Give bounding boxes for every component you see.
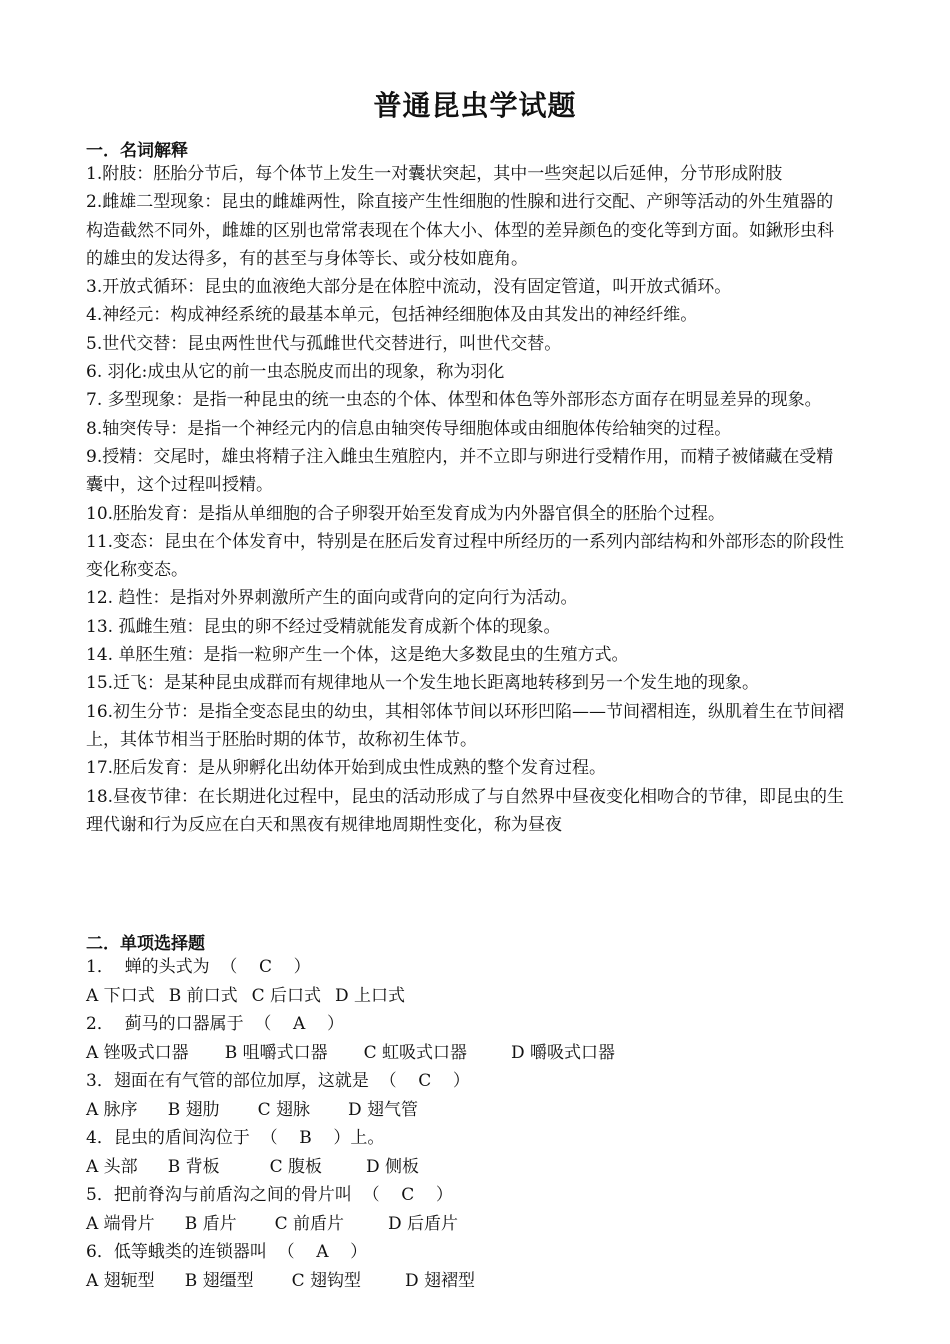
option: D 翅气管 [348,1099,419,1120]
question-text: 6．低等蛾类的连锁器叫 （ [86,1242,317,1262]
definition-item: 18.昼夜节律：在长期进化过程中，昆虫的活动形成了与自然界中昼夜变化相吻合的节律，即昆虫的生理代谢和行为反应在白天和黑夜有规律地周期性变化，称为昼夜 [86,786,845,835]
question-line [86,1181,846,1210]
question-tail: ） [414,1185,453,1205]
definition-item: 10.胚胎发育：是指从单细胞的合子卵裂开始至发育成为内外器官俱全的胚胎个过程。 [86,503,726,524]
question-answer: C [259,957,273,977]
definition-item: 1.附肢：胚胎分节后，每个体节上发生一对囊状突起，其中一些突起以后延伸，分节形成附肢 [86,164,783,184]
option: A 头部 [86,1156,138,1177]
option: C 前盾片 [274,1213,345,1234]
question-line [86,1010,846,1039]
question-text: 5．把前脊沟与前盾沟之间的骨片叫 （ [86,1185,402,1205]
option: D 翅褶型 [405,1270,476,1291]
option: B 翅肋 [167,1099,220,1120]
options-line [86,982,846,1011]
question-text: 4．昆虫的盾间沟位于 （ [86,1128,300,1148]
question-tail: ） [431,1071,470,1091]
option: C 翅钩型 [291,1270,362,1291]
option: C 翅脉 [257,1099,311,1120]
option: A 端骨片 [86,1213,155,1234]
multiple-choice-list [86,953,846,1295]
option: B 背板 [167,1156,220,1177]
options-line [86,1039,846,1068]
option: A 下口式 [86,985,155,1006]
option: A 翅轭型 [86,1270,155,1291]
option: B 咀嚼式口器 [224,1042,328,1063]
definition-item: 11.变态：昆虫在个体发育中，特别是在胚后发育过程中所经历的一系列内部结构和外部形态的阶段性变化称变态。 [86,531,845,581]
question-text: 3．翅面在有气管的部位加厚，这就是 （ [86,1071,419,1091]
question-answer: A [293,1014,306,1034]
option: A 锉吸式口器 [86,1042,189,1063]
definition-item: 15.迁飞：是某种昆虫成群而有规律地从一个发生地长距离地转移到另一个发生地的现象。 [86,673,760,694]
options-line [86,1096,846,1125]
option: C 后口式 [251,985,322,1006]
option: B 前口式 [168,985,238,1006]
definition-item: 7. 多型现象：是指一种昆虫的统一虫态的个体、体型和体色等外部形态方面存在明显差异的现象。 [86,390,822,411]
option: C 腹板 [269,1156,323,1177]
definition-item: 14. 单胚生殖：是指一粒卵产生一个体，这是绝大多数昆虫的生殖方式。 [86,645,629,666]
option: D 后盾片 [388,1213,459,1234]
question-tail: ） [328,1242,368,1262]
option: D 侧板 [366,1156,420,1177]
option: D 上口式 [335,985,406,1006]
definition-item: 5.世代交替：昆虫两性世代与孤雌世代交替进行，叫世代交替。 [86,333,562,354]
definition-item: 8.轴突传导：是指一个神经元内的信息由轴突传导细胞体或由细胞体传给轴突的过程。 [86,418,732,439]
option: A 脉序 [86,1099,138,1120]
options-line [86,1267,846,1296]
option: C 虹吸式口器 [363,1042,468,1063]
definition-item: 13. 孤雌生殖：昆虫的卵不经过受精就能发育成新个体的现象。 [86,616,561,637]
definition-item: 17.胚后发育：是从卵孵化出幼体开始到成虫性成熟的整个发育过程。 [86,758,607,779]
option: B 翅缰型 [184,1270,254,1291]
question-tail: ）上。 [311,1128,385,1148]
question-line [86,1067,846,1096]
definitions-list [86,160,846,839]
options-line [86,1210,846,1239]
question-tail: ） [272,957,311,977]
option: D 嚼吸式口器 [511,1042,616,1063]
definition-item: 12. 趋性：是指对外界刺激所产生的面向或背向的定向行为活动。 [86,588,578,609]
option: B 盾片 [184,1213,237,1234]
definition-item: 9.授精：交尾时，雄虫将精子注入雌虫生殖腔内，并不立即与卵进行受精作用，而精子被储藏在受精囊中，这个过程叫授精。 [86,446,834,496]
page-title: 普通昆虫学试题 [373,89,577,122]
question-line [86,1238,846,1267]
question-answer: C [418,1071,432,1091]
options-line [86,1153,846,1182]
question-tail: ） [305,1014,344,1034]
definition-item: 6. 羽化:成虫从它的前一虫态脱皮而出的现象，称为羽化 [86,362,505,383]
question-answer: A [316,1242,329,1262]
section-heading-multiple-choice: 二．单项选择题 [86,934,205,954]
question-text: 1． 蝉的头式为 （ [86,957,260,977]
definition-item: 3.开放式循环：昆虫的血液绝大部分是在体腔中流动，没有固定管道，叫开放式循环。 [86,277,732,298]
question-answer: B [299,1128,312,1148]
question-line [86,953,846,982]
definition-item: 4.神经元：构成神经系统的最基本单元，包括神经细胞体及由其发出的神经纤维。 [86,305,698,326]
question-text: 2． 蓟马的口器属于 （ [86,1014,294,1034]
definition-item: 2.雌雄二型现象：昆虫的雌雄两性，除直接产生性细胞的性腺和进行交配、产卵等活动的外生殖器的构造截然不同外，雌雄的区别也常常表现在个体大小、体型的差异颜色的变化等到方面。如鍬形虫科的雄虫的发达得多，有的甚至与身体等长、或分枝如鹿角。 [86,192,834,269]
section-heading-definitions: 一．名词解释 [86,141,188,161]
question-line [86,1124,846,1153]
definition-item: 16.初生分节：是指全变态昆虫的幼虫，其相邻体节间以环形凹陷——节间褶相连，纵肌着生在节间褶上，其体节相当于胚胎时期的体节，故称初生体节。 [86,701,845,750]
question-answer: C [401,1185,415,1205]
